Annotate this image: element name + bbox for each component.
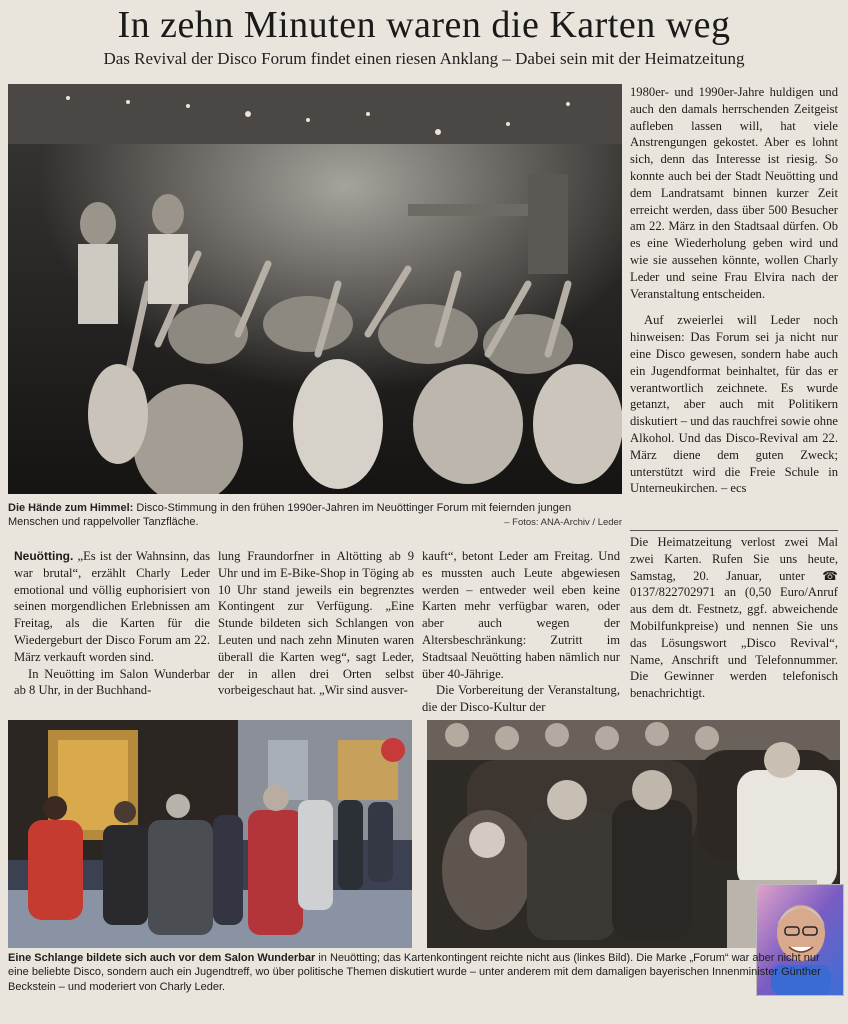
right-column-paragraph-2 bbox=[630, 312, 838, 497]
top-photo-caption-lead: Die Hände zum Himmel: bbox=[8, 502, 134, 514]
subhead: Das Revival der Disco Forum findet einen riesen Anklang – Dabei sein mit der Heimatzeitung bbox=[103, 49, 745, 68]
right-column bbox=[630, 84, 838, 497]
bottom-caption bbox=[8, 951, 838, 994]
body-column-3-paragraph-2: Die Vorbereitung der Veranstaltung, die der Disco-Kultur der bbox=[422, 683, 620, 715]
raffle-box bbox=[630, 534, 838, 702]
headline: In zehn Minuten waren die Karten weg bbox=[117, 4, 731, 46]
body-column-3 bbox=[422, 548, 620, 716]
right-column-paragraph-2-text: Auf zweierlei will Leder noch hinweisen: Das Forum sei ja nicht nur eine Disco gewesen, sondern habe auch ein Jugendformat beinhaltet, für das er verantwortlich zeichnete. Es wurde getanzt, aber auch mit Politikern diskutiert – und das rauchfrei sowie ohne Alkohol. Und das Disco-Revival am 22. März diene dem guten Zweck; unterstützt wird die Freie Schule in Unterneukirchen. bbox=[630, 313, 838, 496]
body-column-1 bbox=[14, 548, 210, 699]
top-photo-caption-text: Disco-Stimmung in den frühen 1990er-Jahren im Neuöttinger Forum mit feiernden jungen Menschen und rappelvoller Tanzfläche. bbox=[8, 502, 572, 528]
raffle-text: Die Heimatzeitung verlost zwei Mal zwei Karten. Rufen Sie uns heute, Samstag, 20. Januar, unter ☎ 0137/822702971 an (0,50 Euro/Anruf aus dem dt. Festnetz, ggf. abweichende Mobilfunkpreise) und nennen Sie uns das Lösungswort „Disco Revival“, Name, Anschrift und Telefonnummer. Die Gewinner werden telefonisch benachrichtigt. bbox=[630, 535, 838, 701]
disco-crowd-photo bbox=[8, 84, 622, 494]
queue-photo bbox=[8, 720, 412, 948]
body-column-2-text: lung Fraundorfner in Altötting ab 9 Uhr und im E-Bike-Shop in Töging ab 10 Uhr stand jeweils ein begrenztes Kontingent zur Verfügung. „Eine Stunde bildeten sich Schlangen von Leuten und nach zehn Minuten waren überall die Karten weg“, sagt Leder, der in allen drei Orten selbst vorbeigeschaut hat. „Wir sind ausver- bbox=[218, 549, 414, 698]
body-column-1-paragraph-1-text: „Es ist der Wahnsinn, das war brutal“, erzählt Charly Leder emotional und völlig euphorisiert von seinen morgendlichen Erlebnissen am Freitag, als die Karten für die Wiedergeburt der Disco Forum am 22. März verkauft worden sind. bbox=[14, 549, 210, 664]
author-sign: – ecs bbox=[720, 481, 747, 496]
raffle-divider bbox=[630, 530, 838, 531]
right-column-paragraph-1: 1980er- und 1990er-Jahre huldigen und auch den damals herrschenden Zeitgeist aufleben lassen will, hat viele Anstrengungen gekostet. Aber es lohnt sich, denn das Interesse ist riesig. So konnte auch bei der Stadt Neuötting und dem Landratsamt binnen kurzer Zeit erreicht werden, dass über 500 Besucher am 22. März in den Stadtsaal dürfen. Ob es eine Wiederholung geben wird und wie sie aussehen könnte, wollen Charly Leder und seine Frau Elvira nach der Veranstaltung entscheiden. bbox=[630, 85, 838, 301]
bottom-caption-lead: Eine Schlange bildete sich auch vor dem Salon Wunderbar bbox=[8, 952, 316, 964]
body-column-1-paragraph-2: In Neuötting im Salon Wunderbar ab 8 Uhr, in der Buchhand- bbox=[14, 666, 210, 698]
bottom-caption-text: in Neuötting; das Kartenkontingent reichte nicht aus (linkes Bild). Die Marke „Forum“ war aber nicht nur eine beliebte Disco, sondern auch ein Jugendtreff, wo über politische Themen diskutiert wurde – unter anderem mit dem damaligen bayerischen Innenminister Günther Beckstein – und moderiert von Charly Leder. bbox=[8, 952, 821, 993]
dateline: Neuötting. bbox=[14, 549, 74, 563]
photo-credit: – Fotos: ANA-Archiv / Leder bbox=[504, 517, 622, 528]
body-column-1-paragraph-1 bbox=[14, 548, 210, 666]
body-column-2 bbox=[218, 548, 414, 699]
body-column-3-paragraph-1: kauft“, betont Leder am Freitag. Und es mussten auch Leute abgewiesen werden – entweder weil eben keine Karten mehr verfügbar waren, oder aber auch wegen der Altersbeschränkung: Zutritt im Stadtsaal Neuötting haben nämlich nur über 40-Jährige. bbox=[422, 549, 620, 681]
